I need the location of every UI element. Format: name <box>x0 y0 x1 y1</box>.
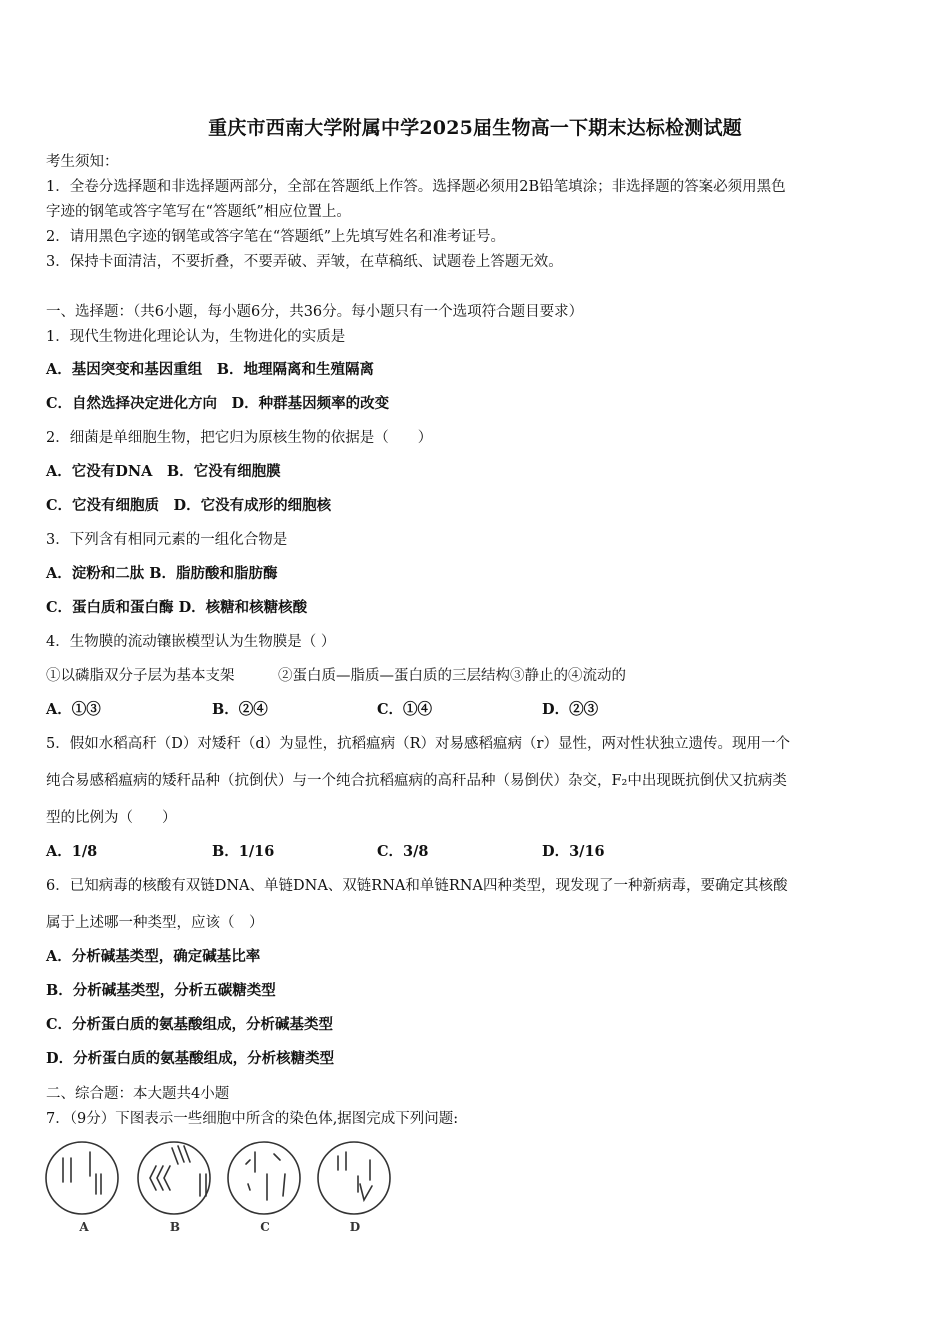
q6-stem-2: 属于上述哪一种类型，应该（ ） <box>46 915 264 931</box>
q6-option-a: A．分析碱基类型，确定碱基比率 <box>46 948 261 965</box>
q6-option-d: D．分析蛋白质的氨基酸组成，分析核糖类型 <box>46 1050 335 1067</box>
q5-stem-1: 5．假如水稻高秆（D）对矮秆（d）为显性，抗稻瘟病（R）对易感稻瘟病（r）显性，两对性状独立遗传。现用一个 <box>46 736 790 752</box>
chromosome-figure <box>40 1138 400 1238</box>
q1-options-ab: A．基因突变和基因重组 B．地理隔离和生殖隔离 <box>46 361 375 378</box>
q3-options-cd: C．蛋白质和蛋白酶 D．核糖和核糖核酸 <box>46 599 308 616</box>
q4-statement: ①以磷脂双分子层为基本支架 ②蛋白质—脂质—蛋白质的三层结构③静止的④流动的 <box>46 668 626 684</box>
q5-option-c: C．3/8 <box>377 843 429 860</box>
q2-options-ab: A．它没有DNA B．它没有细胞膜 <box>46 463 281 480</box>
q4-option-b: B．②④ <box>212 701 268 718</box>
page-title: 重庆市西南大学附属中学2025届生物高一下期末达标检测试题 <box>208 117 742 139</box>
q2-stem: 2．细菌是单细胞生物，把它归为原核生物的依据是（ ） <box>46 430 433 446</box>
q4-option-a: A．①③ <box>46 701 101 718</box>
notice-heading: 考生须知： <box>46 154 119 170</box>
q7-stem: 7．（9分）下图表示一些细胞中所含的染色体,据图完成下列问题: <box>46 1111 459 1127</box>
notice-item-1: 1．全卷分选择题和非选择题两部分，全部在答题纸上作答。选择题必须用2B铅笔填涂；非选择题的答案必须用黑色 <box>46 179 786 195</box>
figure-label-a: A <box>79 1220 89 1234</box>
q1-options-cd: C．自然选择决定进化方向 D．种群基因频率的改变 <box>46 395 390 412</box>
q3-options-ab: A．淀粉和二肽 B．脂肪酸和脂肪酶 <box>46 565 278 582</box>
figure-label-d: D <box>349 1220 361 1234</box>
cell-c <box>228 1142 300 1214</box>
notice-item-2: 2．请用黑色字迹的钢笔或答字笔在“答题纸”上先填写姓名和准考证号。 <box>46 229 506 245</box>
q5-option-d: D．3/16 <box>542 843 605 860</box>
q4-stem: 4．生物膜的流动镶嵌模型认为生物膜是（ ） <box>46 634 336 650</box>
q5-stem-3: 型的比例为（ ） <box>46 810 177 826</box>
q6-option-b: B．分析碱基类型，分析五碳糖类型 <box>46 982 276 999</box>
q6-option-c: C．分析蛋白质的氨基酸组成，分析碱基类型 <box>46 1016 334 1033</box>
q4-option-d: D．②③ <box>542 701 599 718</box>
q4-option-c: C．①④ <box>377 701 433 718</box>
q2-options-cd: C．它没有细胞质 D．它没有成形的细胞核 <box>46 497 332 514</box>
cell-a <box>46 1142 118 1214</box>
section2-heading: 二、综合题：本大题共4小题 <box>46 1086 230 1102</box>
section1-heading: 一、选择题：（共6小题，每小题6分，共36分。每小题只有一个选项符合题目要求） <box>46 304 584 320</box>
notice-item-3: 3．保持卡面清洁，不要折叠，不要弄破、弄皱，在草稿纸、试题卷上答题无效。 <box>46 254 563 270</box>
q3-stem: 3．下列含有相同元素的一组化合物是 <box>46 532 288 548</box>
cell-d <box>318 1142 390 1214</box>
notice-item-1-cont: 字迹的钢笔或答字笔写在“答题纸”相应位置上。 <box>46 204 351 220</box>
q5-stem-2: 纯合易感稻瘟病的矮秆品种（抗倒伏）与一个纯合抗稻瘟病的高秆品种（易倒伏）杂交，F₂中出现既抗倒伏又抗病类 <box>46 773 787 789</box>
chromosome-figure-svg <box>40 1138 400 1238</box>
q1-stem: 1．现代生物进化理论认为，生物进化的实质是 <box>46 329 346 345</box>
q6-stem-1: 6．已知病毒的核酸有双链DNA、单链DNA、双链RNA和单链RNA四种类型，现发现了一种新病毒，要确定其核酸 <box>46 878 788 894</box>
q5-option-a: A．1/8 <box>46 843 98 860</box>
q5-option-b: B．1/16 <box>212 843 275 860</box>
figure-label-c: C <box>260 1220 270 1234</box>
cell-b <box>138 1142 210 1214</box>
figure-label-b: B <box>169 1220 181 1234</box>
